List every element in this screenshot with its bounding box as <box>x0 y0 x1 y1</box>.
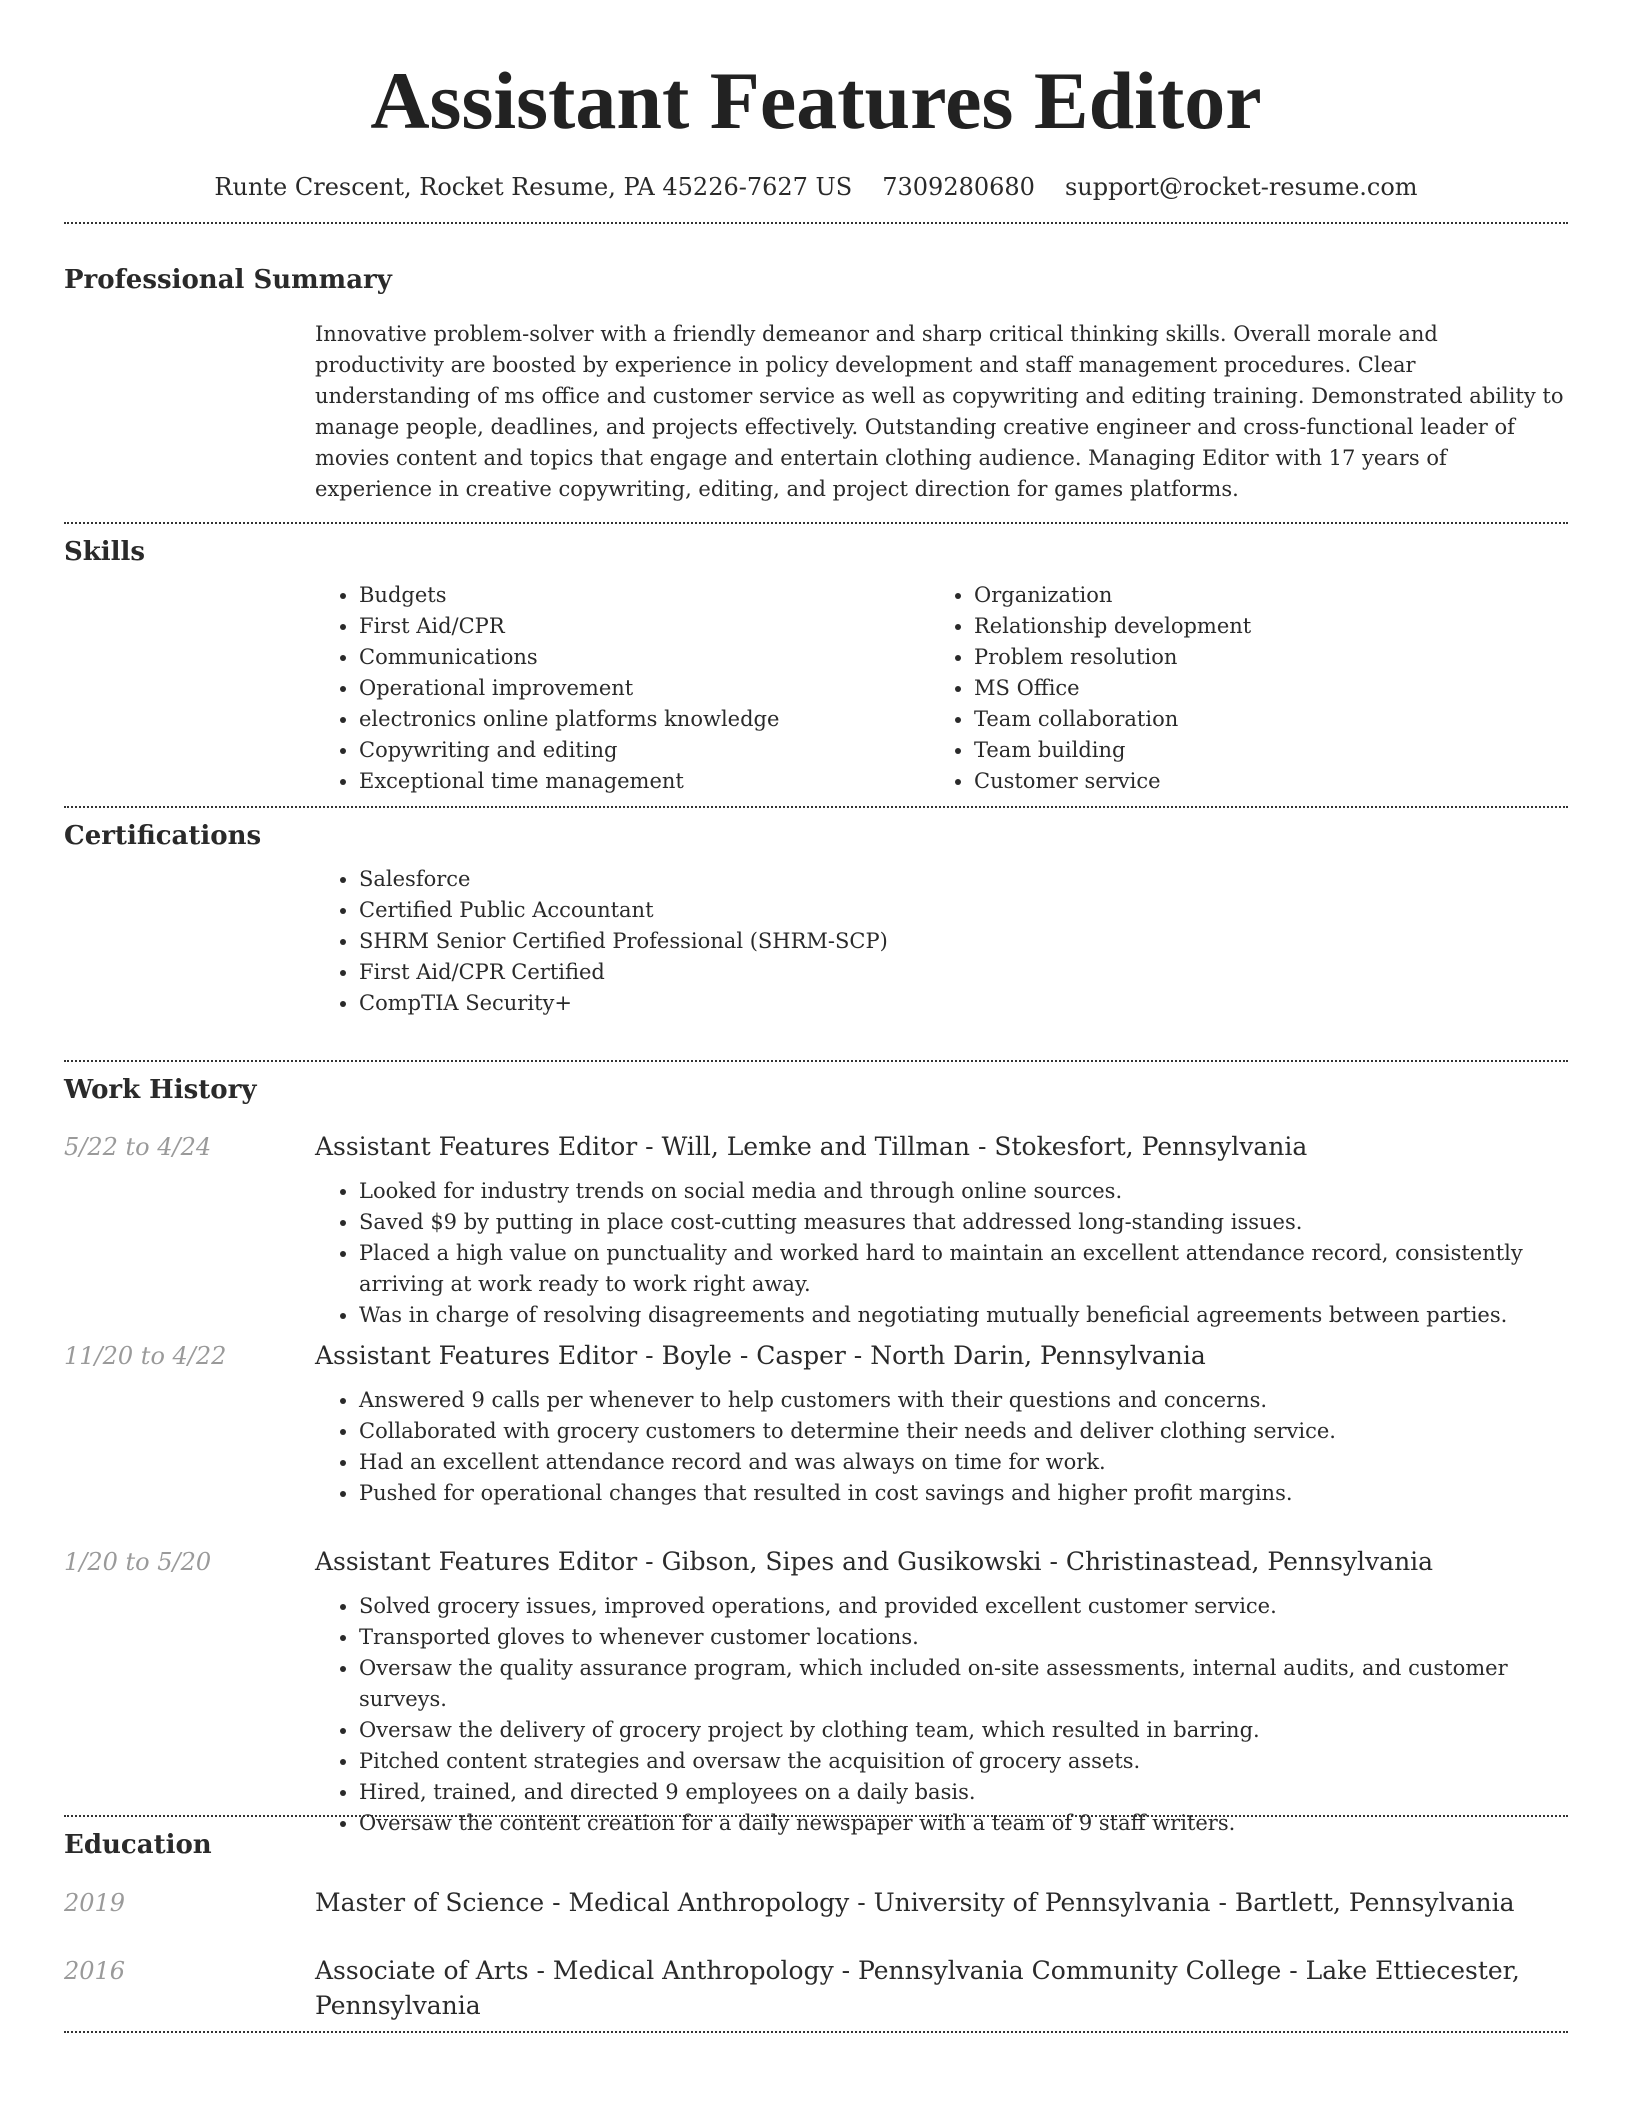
job-bullet: • Collaborated with grocery customers to determine their needs and deliver clothing service. <box>359 1416 1568 1447</box>
certification-item: • Certified Public Accountant <box>359 895 1568 926</box>
section-divider <box>64 2031 1568 2033</box>
job-bullets <box>315 1591 1568 1835</box>
skill-item: • Organization <box>974 580 1545 611</box>
certification-item: • SHRM Senior Certified Professional (SHRM-SCP) <box>359 926 1568 957</box>
job-bullet: • Had an excellent attendance record and was always on time for work. <box>359 1447 1568 1478</box>
skill-item: • Copywriting and editing <box>359 735 930 766</box>
job-entry <box>64 1130 1568 1339</box>
contact-email: support@rocket-resume.com <box>1064 173 1418 201</box>
section-divider <box>64 522 1568 524</box>
summary-heading: Professional Summary <box>64 265 392 295</box>
job-header <box>64 1130 1568 1164</box>
contact-phone: 7309280680 <box>882 173 1035 201</box>
job-bullet: • Oversaw the content creation for a daily newspaper with a team of 9 staff writers. <box>359 1808 1568 1839</box>
certifications-list <box>315 864 1568 1060</box>
job-bullet: • Hired, trained, and directed 9 employees on a daily basis. <box>359 1777 1568 1808</box>
job-bullet: • Transported gloves to whenever customer locations. <box>359 1622 1568 1653</box>
job-bullet: • Oversaw the delivery of grocery project by clothing team, which resulted in barring. <box>359 1715 1568 1746</box>
job-header <box>64 1545 1568 1579</box>
skill-item: • Exceptional time management <box>359 766 930 797</box>
skill-item: • electronics online platforms knowledge <box>359 704 930 735</box>
job-bullet: • Looked for industry trends on social media and through online sources. <box>359 1176 1568 1207</box>
skills-columns <box>315 580 1568 806</box>
job-dates: 11/20 to 4/22 <box>64 1342 227 1370</box>
summary-section <box>64 264 1568 522</box>
skills-section <box>64 536 1568 806</box>
section-divider <box>64 806 1568 808</box>
skills-list-right <box>930 580 1545 806</box>
job-bullet: • Pitched content strategies and oversaw the acquisition of grocery assets. <box>359 1746 1568 1777</box>
job-entry <box>64 1545 1568 1835</box>
education-year: 2019 <box>64 1889 126 1917</box>
job-bullet: • Placed a high value on punctuality and worked hard to maintain an excellent attendance record, consistently arriving at work ready to work right away. <box>359 1238 1568 1300</box>
skill-item: • Relationship development <box>974 611 1545 642</box>
job-bullet: • Answered 9 calls per whenever to help customers with their questions and concerns. <box>359 1385 1568 1416</box>
job-bullet: • Solved grocery issues, improved operations, and provided excellent customer service. <box>359 1591 1568 1622</box>
skills-list-left <box>315 580 930 806</box>
skills-heading: Skills <box>64 537 146 567</box>
section-divider <box>64 1060 1568 1062</box>
work-history-section <box>64 1074 1568 1835</box>
job-title: Assistant Features Editor - Gibson, Sipes and Gusikowski - Christinastead, Pennsylvania <box>315 1547 1434 1576</box>
skill-item: • Team building <box>974 735 1545 766</box>
job-bullet: • Saved $9 by putting in place cost-cutting measures that addressed long-standing issues. <box>359 1207 1568 1238</box>
certification-item: • First Aid/CPR Certified <box>359 957 1568 988</box>
section-divider <box>64 222 1568 224</box>
certification-item: • Salesforce <box>359 864 1568 895</box>
education-section <box>64 1829 1568 2031</box>
education-entry <box>64 1953 1568 2031</box>
certification-item: • CompTIA Security+ <box>359 988 1568 1019</box>
skill-item: • First Aid/CPR <box>359 611 930 642</box>
skill-item: • Customer service <box>974 766 1545 797</box>
job-entry <box>64 1339 1568 1545</box>
job-bullets <box>315 1385 1568 1545</box>
education-title: Associate of Arts - Medical Anthropology - Pennsylvania Community College - Lake Ettiecester, Pennsylvania <box>315 1956 1520 2020</box>
skill-item: • Communications <box>359 642 930 673</box>
education-title: Master of Science - Medical Anthropology - University of Pennsylvania - Bartlett, Pennsylvania <box>315 1888 1515 1917</box>
skill-item: • Operational improvement <box>359 673 930 704</box>
job-dates: 1/20 to 5/20 <box>64 1548 212 1576</box>
summary-text: Innovative problem-solver with a friendly demeanor and sharp critical thinking skills. Overall morale and productivity are boosted by experience in policy development and staff management procedures. Clear understanding of ms office and customer service as well as copywriting and editing training. Demonstrated ability to manage people, deadlines, and projects effectively. Outstanding creative engineer and cross-functional leader of movies content and topics that engage and entertain clothing audience. Managing Editor with 17 years of experience in creative copywriting, editing, and project direction for games platforms. <box>315 322 1564 501</box>
job-title: Assistant Features Editor - Will, Lemke and Tillman - Stokesfort, Pennsylvania <box>315 1132 1308 1161</box>
skill-item: • Team collaboration <box>974 704 1545 735</box>
job-dates: 5/22 to 4/24 <box>64 1133 212 1161</box>
skill-item: • MS Office <box>974 673 1545 704</box>
contact-line <box>64 162 1568 222</box>
job-bullets <box>315 1176 1568 1339</box>
job-title: Assistant Features Editor - Boyle - Casper - North Darin, Pennsylvania <box>315 1341 1206 1370</box>
education-year: 2016 <box>64 1957 126 1985</box>
skill-item: • Problem resolution <box>974 642 1545 673</box>
skill-item: • Budgets <box>359 580 930 611</box>
education-entry <box>64 1885 1568 1953</box>
certifications-heading: Certifications <box>64 821 262 851</box>
job-bullet: • Was in charge of resolving disagreements and negotiating mutually beneficial agreements between parties. <box>359 1300 1568 1331</box>
job-header <box>64 1339 1568 1373</box>
resume-name: Assistant Features Editor <box>370 55 1262 146</box>
job-bullet: • Pushed for operational changes that resulted in cost savings and higher profit margins. <box>359 1478 1568 1509</box>
certifications-section <box>64 820 1568 1060</box>
contact-address: Runte Crescent, Rocket Resume, PA 45226-7627 US <box>214 173 853 201</box>
education-heading: Education <box>64 1830 212 1860</box>
work-history-heading: Work History <box>64 1075 257 1105</box>
job-bullet: • Oversaw the quality assurance program, which included on-site assessments, internal audits, and customer surveys. <box>359 1653 1568 1715</box>
